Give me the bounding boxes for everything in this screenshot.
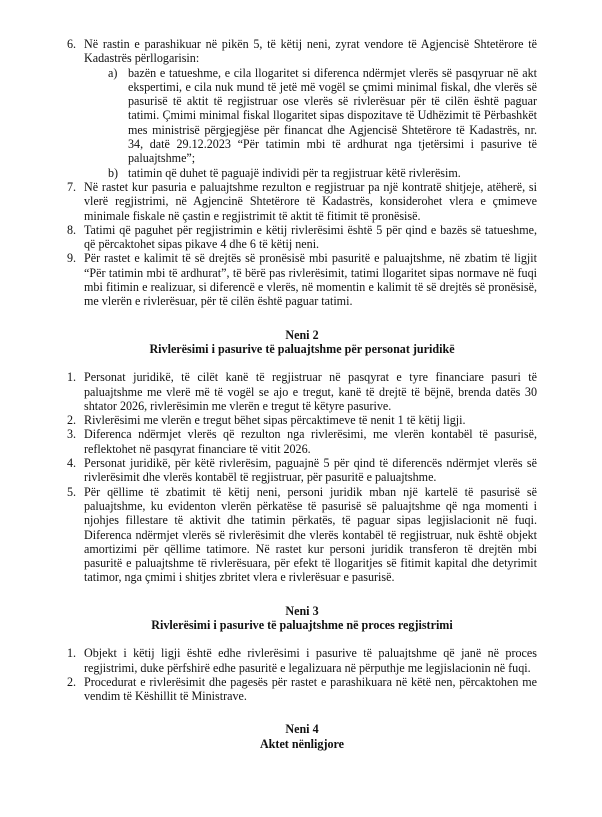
item-number: 8. <box>67 222 77 237</box>
list-item-6 <box>67 37 537 66</box>
item-text: Tatimi që paguhet për regjistrimin e këtij rivlerësimi është 5 për qind e bazës së tatueshme, që përcaktohet sipas pikave 4 dhe 6 të këtij neni. <box>84 222 537 252</box>
article-3-heading <box>67 604 537 633</box>
item-number: 1. <box>67 646 77 661</box>
item-text: Procedurat e rivlerësimit dhe pagesës për rastet e parashikuara në këtë nen, përcaktohen me vendim të Këshillit të Ministrave. <box>84 674 537 704</box>
subitem-letter: a) <box>108 65 118 80</box>
list-item-7 <box>67 180 537 223</box>
list-item-9 <box>67 251 537 308</box>
item-number: 4. <box>67 456 77 471</box>
subitem-letter: b) <box>108 165 119 180</box>
article-title: Rivlerësimi i pasurive të paluajtshme në proces regjistrimi <box>151 617 453 632</box>
item-number: 9. <box>67 251 77 266</box>
item-number: 5. <box>67 484 77 499</box>
subitem-text: bazën e tatueshme, e cila llogaritet si diferenca ndërmjet vlerës së pasqyruar në akt ekspertimi, e cila nuk mund të jetë më vogël se çmimi minimal fiskal, dhe vlerës së pasurisë të aktit të regjistruar ose vlerës së rivlerësuar për të cilën është paguar tatimi. Çmimi minimal fiskal llogaritet sipas dispozitave të Udhëzimit të Përbashkët mes ministrisë përgjegjëse për financat dhe Agjencisë Shtetërore të Kadastrës, nr. 34, datë 29.12.2023 “Për tatimin mbi të ardhurat nga tjetërsimi i pasurive të paluajtshme”; <box>128 65 537 166</box>
subitem-a <box>67 66 537 166</box>
item-text: Në rastet kur pasuria e paluajtshme rezulton e regjistruar pa një kontratë shitjeje, atëherë, si vlerë regjistrimi, në Agjencinë Shtetërore të Kadastrës, konsiderohet vlera e çmimeve minimale fiskale në çastin e regjistrimit të aktit të fitimit të pronësisë. <box>84 179 537 223</box>
article-title: Aktet nënligjore <box>259 736 345 751</box>
item-number: 3. <box>67 427 77 442</box>
item-text: Personat juridikë, të cilët kanë të regjistruar në pasqyrat e tyre financiare pasuri të paluajtshme me vlerë më të vogël se ajo e tregut, kanë të drejtë të bëjnë, brenda datës 30 shtator 2026, rivlerësimin me vlerën e tregut të këtyre pasurive. <box>84 370 537 413</box>
subitem-text: tatimin që duhet të paguajë individi për ta regjistruar këtë rivlerësim. <box>128 165 461 180</box>
article-title: Rivlerësimi i pasurive të paluajtshme për personat juridikë <box>149 341 455 356</box>
article-number: Neni 3 <box>285 603 319 618</box>
list-item <box>67 456 537 485</box>
subitem-b <box>67 166 537 180</box>
list-item <box>67 675 537 704</box>
item-text: Për rastet e kalimit të së drejtës së pronësisë mbi pasuritë e paluajtshme, në zbatim të ligjit “Për tatimin mbi të ardhurat”, të bërë pas rivlerësimit, tatimi llogaritet sipas normave në fuqi mbi fitimin e realizuar, si diferencë e vlerës, në momentin e kalimit të së drejtës së pronësisë, me vlerën e rivlerësuar, për të cilën është paguar tatimi. <box>84 251 537 309</box>
article-2-heading <box>67 328 537 357</box>
item-number: 2. <box>67 674 77 689</box>
list-item-8 <box>67 223 537 252</box>
list-item <box>67 427 537 456</box>
article-number: Neni 2 <box>285 327 319 342</box>
item-number: 6. <box>67 37 77 51</box>
item-number: 1. <box>67 370 77 385</box>
article-number: Neni 4 <box>285 722 319 737</box>
article-4-heading <box>67 722 537 751</box>
item-text: Diferenca ndërmjet vlerës që rezulton nga rivlerësimi, me vlerën kontabël të pasurisë, reflektohet në pasqyrat financiare të vitit 2026. <box>84 427 537 456</box>
item-text: Për qëllime të zbatimit të këtij neni, personi juridik mban një kartelë të pasurisë së paluajtshme, ku evidenton vlerën përkatëse të pasurisë së paluajtshme që nga momenti i njohjes fillestare të aktivit dhe tatimin përkatës, të paguar sipas legjislacionit në fuqi. Diferenca ndërmjet vlerës së rivlerësimit dhe vlerës kontabël të regjistruar, nuk është objekt amortizimi për qëllime tatimore. Në rastet kur personi juridik transferon të drejtën mbi pasuritë e paluajtshme të rivlerësuara, për efekt të llogaritjes së fitimit kapital dhe detyrimit tatimor, nga çmimi i shitjes zbritet vlera e rivlerësuar e pasurisë. <box>84 484 537 585</box>
list-item <box>67 370 537 413</box>
list-item <box>67 485 537 585</box>
document-body <box>67 37 537 765</box>
list-item <box>67 413 537 427</box>
item-text: Në rastin e parashikuar në pikën 5, të këtij neni, zyrat vendore të Agjencisë Shtetërore të Kadastrës përllogarisin: <box>84 37 537 66</box>
list-item <box>67 646 537 675</box>
item-text: Objekt i këtij ligji është edhe rivlerësimi i pasurive të paluajtshme që janë në proces regjistrimi, duke përfshirë edhe pasuritë e legalizuara në përputhje me legjislacionin në fuqi. <box>84 646 537 675</box>
item-number: 2. <box>67 413 77 428</box>
item-text: Personat juridikë, për këtë rivlerësim, paguajnë 5 për qind të diferencës ndërmjet vlerës së rivlerësimit dhe vlerës kontabël të regjistruar, për pasuritë e paluajtshme. <box>84 456 537 485</box>
item-text: Rivlerësimi me vlerën e tregut bëhet sipas përcaktimeve të nenit 1 të këtij ligji. <box>84 413 466 428</box>
item-number: 7. <box>67 179 77 194</box>
